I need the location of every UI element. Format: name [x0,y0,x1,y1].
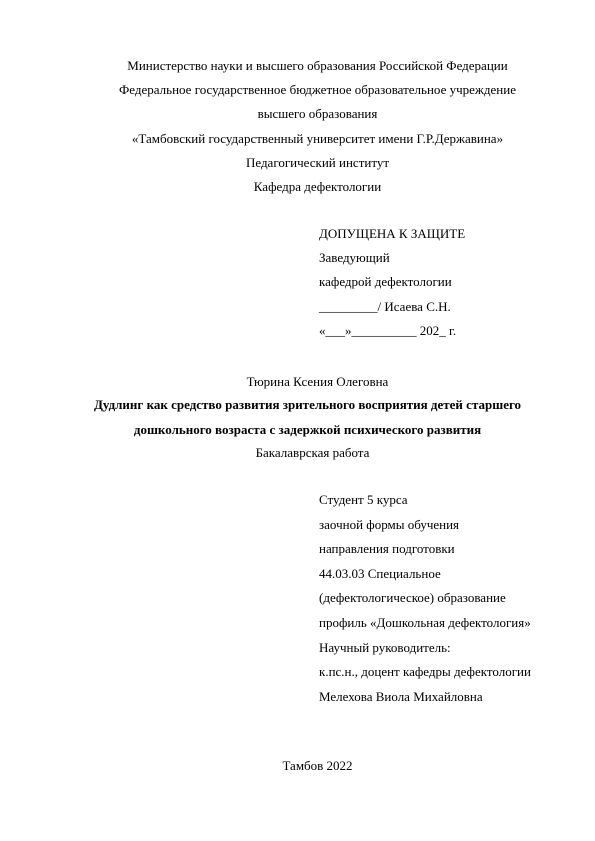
author-name: Тюрина Ксения Олеговна [246,374,389,389]
study-profile: профиль «Дошкольная дефектология» [319,614,531,630]
supervisor-name: Мелехова Виола Михайловна [319,688,483,704]
work-type: Бакалаврская работа [255,445,370,460]
supervisor-degree: к.пс.н., доцент кафедры дефектологии [319,664,531,680]
thesis-title [20,393,595,442]
approval-signature-line: _________/ Исаева С.Н. [319,298,451,314]
study-direction-label: направления подготовки [319,541,455,557]
approval-block [319,222,589,343]
department-line: Кафедра дефектологии [253,178,382,194]
university-name-line: «Тамбовский государственный университет имени Г.Р.Державина» [131,130,504,146]
ministry-line: Министерство науки и высшего образования Российской Федерации [127,58,508,73]
thesis-title-line: Дудлинг как средство развития зрительного восприятия детей старшего [93,397,522,412]
approval-department: кафедрой дефектологии [319,274,452,290]
education-level-line: высшего образования [257,106,378,122]
institution-header [40,54,595,199]
supervisor-label: Научный руководитель: [319,639,451,655]
thesis-title-line: дошкольного возраста с задержкой психического развития [133,421,482,437]
study-direction-code: 44.03.03 Специальное [319,565,441,581]
study-form: заочной формы обучения [319,516,460,532]
institute-line: Педагогический институт [245,154,390,170]
city-year: Тамбов 2022 [282,758,353,773]
approval-date-line: «___»__________ 202_ г. [319,322,457,338]
approval-heading: ДОПУЩЕНА К ЗАЩИТЕ [319,226,466,241]
institution-type-line: Федеральное государственное бюджетное образовательное учреждение [119,82,516,98]
student-info-block [319,488,591,709]
study-direction-name: (дефектологическое) образование [319,590,506,606]
student-course: Студент 5 курса [319,492,408,507]
approval-position: Заведующий [319,250,390,266]
